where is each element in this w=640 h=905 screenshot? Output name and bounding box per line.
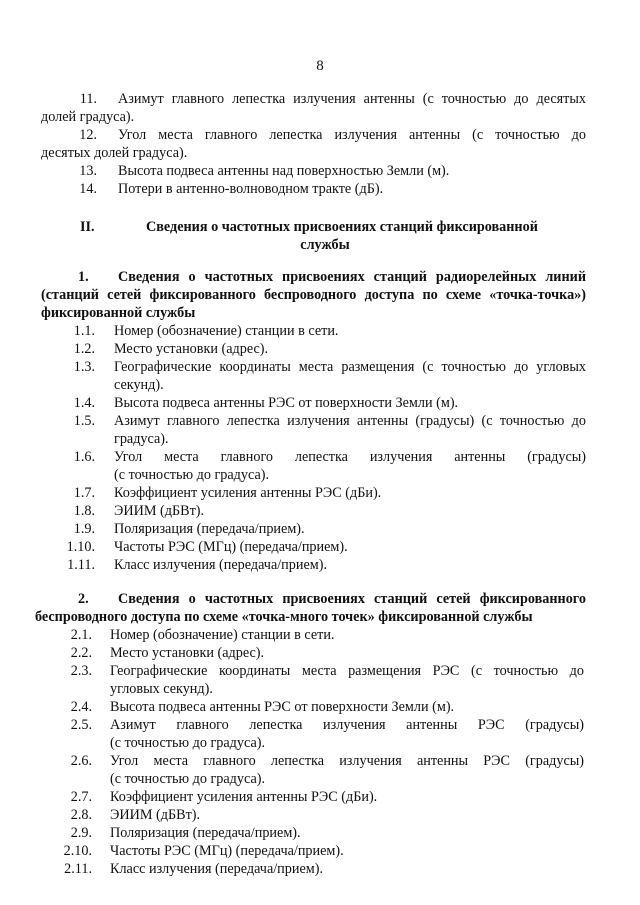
- list-item-text: Класс излучения (передача/прием).: [110, 861, 324, 877]
- list-item-text: Высота подвеса антенны РЭС от поверхности Земли (м).: [110, 699, 455, 715]
- item-number: 2.5.: [70, 717, 92, 733]
- item-number: 13.: [79, 163, 97, 179]
- item-number: 1.6.: [73, 449, 95, 465]
- list-item-text: (с точностью до градуса).: [114, 467, 270, 483]
- list-item-text: Коэффициент усиления антенны РЭС (дБи).: [110, 789, 378, 805]
- list-item-text: Высота подвеса антенны РЭС от поверхности Земли (м).: [114, 395, 459, 411]
- subsection-title: Сведения о частотных присвоениях станций сетей фиксированного: [118, 591, 586, 607]
- item-number: 2.8.: [70, 807, 92, 823]
- list-item-text: Частоты РЭС (МГц) (передача/прием).: [114, 539, 348, 555]
- item-number: 2.2.: [70, 645, 92, 661]
- list-item-text: Угол места главного лепестка излучения антенны РЭС (градусы): [110, 753, 584, 769]
- item-number: 1.10.: [66, 539, 95, 555]
- item-number: 14.: [79, 181, 97, 197]
- list-item-text: Высота подвеса антенны над поверхностью Земли (м).: [118, 163, 450, 179]
- list-item-text: ЭИИМ (дБВт).: [110, 807, 201, 823]
- list-item-text: градуса).: [114, 431, 169, 447]
- item-number: 2.3.: [70, 663, 92, 679]
- subsection-title: фиксированной службы: [41, 305, 196, 321]
- item-number: 2.11.: [64, 861, 92, 877]
- list-item-text: ЭИИМ (дБВт).: [114, 503, 205, 519]
- section-title: Сведения о частотных присвоениях станций фиксированной: [146, 219, 538, 235]
- list-item-text: Азимут главного лепестка излучения антенны РЭС (градусы): [110, 717, 584, 733]
- subsection-number: 1.: [78, 269, 89, 285]
- page-number: 8: [316, 58, 324, 74]
- item-number: 1.11.: [67, 557, 95, 573]
- item-number: 1.3.: [73, 359, 95, 375]
- list-item-text: десятых долей градуса).: [41, 145, 188, 161]
- list-item-text: Класс излучения (передача/прием).: [114, 557, 328, 573]
- list-item-text: Номер (обозначение) станции в сети.: [114, 323, 339, 339]
- item-number: 1.2.: [73, 341, 95, 357]
- item-number: 1.7.: [73, 485, 95, 501]
- list-item-text: Угол места главного лепестка излучения антенны (градусы): [114, 449, 586, 465]
- item-number: 11.: [79, 91, 97, 107]
- list-item-text: угловых секунд).: [110, 681, 213, 697]
- list-item-text: Угол места главного лепестка излучения антенны (с точностью до: [118, 127, 586, 143]
- item-number: 1.8.: [73, 503, 95, 519]
- list-item-text: Поляризация (передача/прием).: [110, 825, 301, 841]
- item-number: 2.7.: [70, 789, 92, 805]
- item-number: 1.9.: [73, 521, 95, 537]
- item-number: 2.6.: [70, 753, 92, 769]
- list-item-text: секунд).: [114, 377, 164, 393]
- list-item-text: (с точностью до градуса).: [110, 735, 266, 751]
- list-item-text: Частоты РЭС (МГц) (передача/прием).: [110, 843, 344, 859]
- list-item-text: Номер (обозначение) станции в сети.: [110, 627, 335, 643]
- list-item-text: Место установки (адрес).: [114, 341, 269, 357]
- item-number: 2.9.: [70, 825, 92, 841]
- subsection-number: 2.: [78, 591, 89, 607]
- item-number: 2.4.: [70, 699, 92, 715]
- item-number: 1.4.: [73, 395, 95, 411]
- item-number: 12.: [79, 127, 97, 143]
- list-item-text: Азимут главного лепестка излучения антенны (градусы) (с точностью до: [114, 413, 586, 429]
- list-item-text: Поляризация (передача/прием).: [114, 521, 305, 537]
- list-item-text: долей градуса).: [41, 109, 135, 125]
- item-number: 2.1.: [70, 627, 92, 643]
- list-item-text: Азимут главного лепестка излучения антенны (с точностью до десятых: [118, 91, 586, 107]
- subsection-title: беспроводного доступа по схеме «точка-много точек» фиксированной службы: [35, 609, 533, 625]
- list-item-text: Географические координаты места размещения РЭС (с точностью до: [110, 663, 584, 679]
- subsection-title: (станций сетей фиксированного беспроводного доступа по схеме «точка-точка»): [41, 287, 586, 303]
- list-item-text: Географические координаты места размещения (с точностью до угловых: [114, 359, 586, 375]
- list-item-text: Место установки (адрес).: [110, 645, 265, 661]
- subsection-title: Сведения о частотных присвоениях станций радиорелейных линий: [118, 269, 586, 285]
- item-number: 2.10.: [63, 843, 92, 859]
- section-number: II.: [80, 219, 95, 235]
- item-number: 1.1.: [73, 323, 95, 339]
- item-number: 1.5.: [73, 413, 95, 429]
- list-item-text: (с точностью до градуса).: [110, 771, 266, 787]
- section-title: службы: [300, 237, 350, 253]
- list-item-text: Коэффициент усиления антенны РЭС (дБи).: [114, 485, 382, 501]
- list-item-text: Потери в антенно-волноводном тракте (дБ).: [118, 181, 384, 197]
